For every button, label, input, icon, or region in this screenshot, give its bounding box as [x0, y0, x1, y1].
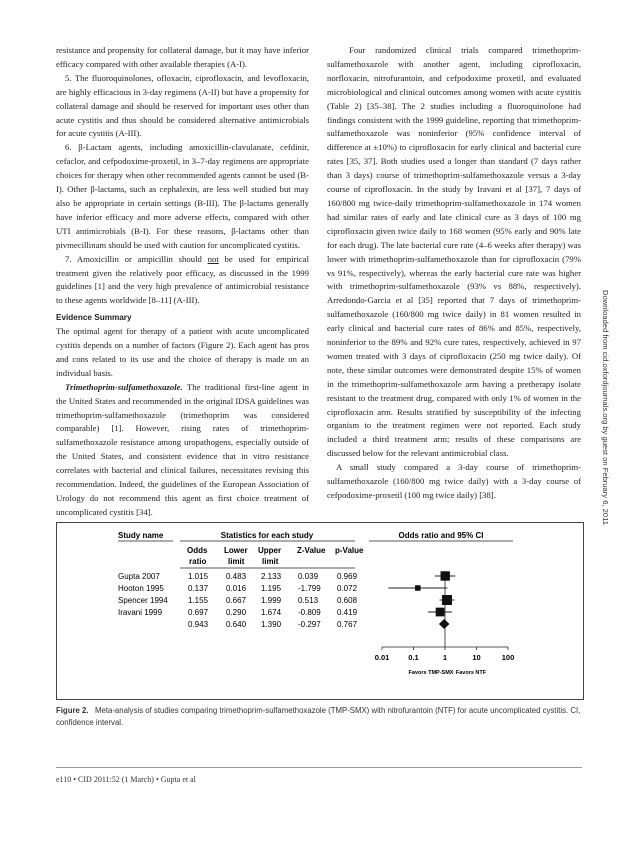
stat-value: 0.943 [188, 620, 209, 629]
stat-value: 0.072 [337, 584, 358, 593]
stat-value: -0.297 [298, 620, 321, 629]
column-header: p-Value [335, 546, 364, 555]
stat-value: 0.667 [226, 596, 247, 605]
download-watermark: Downloaded from cid.oxfordjournals.org by guest on February 6, 2011 [601, 290, 610, 525]
forest-plot [57, 523, 583, 699]
stat-value: 0.483 [226, 572, 247, 581]
column-header: Odds [187, 546, 208, 555]
caption-label: Figure 2. [56, 706, 89, 715]
stat-value: 0.969 [337, 572, 358, 581]
text-run: The traditional first-line agent in the United States and recommended in the original IDSA guidelines was trimethoprim-sulfamethoxazole (trimethoprim was considered comparable) [1]. However, rising rates of trimethoprim-sulfamethoxazole resistance among uropathogens, especially outside of the United States, and consistent evidence that in vitro resistance correlates with bacterial and clinical failures, necessitates revising this recommendation. Indeed, the guidelines of the European Association of Urology do not recommend this agent as first choice treatment of uncomplicated cystitis [34]. [56, 381, 309, 517]
stat-value: 0.419 [337, 608, 358, 617]
study-name: Spencer 1994 [118, 596, 168, 605]
study-name: Gupta 2007 [118, 572, 160, 581]
x-tick-label: 100 [501, 653, 515, 662]
stat-value: 0.290 [226, 608, 247, 617]
text-run: 7. Amoxicillin or ampicillin should [65, 253, 208, 264]
header-study-name: Study name [118, 531, 164, 540]
x-tick-label: 1 [442, 653, 448, 662]
x-tick-label: 0.1 [408, 653, 419, 662]
stat-value: 1.015 [188, 572, 209, 581]
study-marker [441, 571, 450, 580]
paragraph: A small study compared a 3-day course of trimethoprim-sulfamethoxazole (160/800 mg twice daily) with a 3-day course of cefpodoxime-proxetil (100 mg twice daily) [38]. [327, 462, 581, 500]
stat-value: 0.513 [298, 596, 319, 605]
header-odds-ratio-ci: Odds ratio and 95% CI [398, 531, 484, 540]
paragraph [56, 253, 309, 309]
page-footer: e110 • CID 2011:52 (1 March) • Gupta et al [56, 775, 196, 784]
left-column [56, 44, 309, 520]
column-header: Z-Value [297, 546, 326, 555]
right-column [327, 44, 581, 503]
stat-value: 1.390 [261, 620, 282, 629]
paragraph: Four randomized clinical trials compared trimethoprim-sulfamethoxazole with another agent, including ciprofloxacin, norfloxacin, nitrofurantoin, and cefpodoxime proxetil, and evaluated microbiological and clinical outcomes among women with acute cystitis (Table 2) [35–38]. The 2 studies including a fluoroquinolone had findings consistent with the 1999 guideline, reporting that trimethoprim-sulfamethoxazole was noninferior (95% confidence interval of difference at ±10%) to ciprofloxacin for early clinical and bacterial cure rates [35, 37]. Both studies used a longer than standard (7 days rather than 3 days) course of trimethoprim-sulfamethoxazole versus a 3-day course of ciprofloxacin. In the study by Iravani et al [37], 7 days of 160/800 mg twice-daily trimethoprim-sulfamethoxazole in 174 women had similar rates of early and late clinical cure as 3 days of 100 mg ciprofloxacin given twice daily to 168 women (95% early and 90% late for each drug). The late bacterial cure rate (4–6 weeks after therapy) was lower with trimethoprim-sulfamethoxazole than for ciprofloxacin (79% vs 91%, respectively), whereas the early bacterial cure rate was higher with trimethoprim-sulfamethoxazole (93% vs 88%, respectively). Arredondo-Garcia et al [35] reported that 7 days of trimethoprim-sulfamethoxazole (160/800 mg twice daily) in 81 women resulted in early clinical and bacterial cure rates of 86% and 85%, respectively, noninferior to the 89% and 92% cure rates, respectively, achieved in 97 women treated with 3 days of ciprofloxacin (250 mg twice daily). Of note, these similar outcomes were demonstrated despite 15% of women in the trimethoprim-sulfamethoxazole arm having a pretherapy isolate resistant to the treatment drug, compared with only 1% of women in the ciprofloxacin arm. Results stratified by susceptibility of the infecting organism to the treatment regimen were not reported. Each study included a third treatment arm; results of these comparisons are discussed below for the relevant antimicrobial class. [327, 45, 581, 459]
paragraph: resistance and propensity for collateral damage, but it may have inferior efficacy compared with other available therapies (A-I). [56, 45, 309, 69]
stat-value: 0.767 [337, 620, 358, 629]
stat-value: -1.799 [298, 584, 321, 593]
column-header: ratio [189, 557, 207, 566]
favors-left-label: Favors TMP-SMX [408, 670, 454, 676]
stat-value: 1.195 [261, 584, 282, 593]
favors-right-label: Favors NTF [455, 670, 487, 676]
study-marker [436, 608, 445, 617]
paragraph: 6. β-Lactam agents, including amoxicillin-clavulanate, cefdinir, cefaclor, and cefpodoxime-proxetil, in 3–7-day regimens are appropriate choices for therapy when other recommended agents cannot be used (B-I). Other β-lactams, such as cephalexin, are less well studied but may also be appropriate in certain settings (B-III). The β-lactams generally have inferior efficacy and more adverse effects, compared with other UTI antimicrobials (B-I). For these reasons, β-lactams other than pivmecillinam should be used with caution for uncomplicated cystitis. [56, 142, 309, 250]
text-run: be used for empirical treatment given the relatively poor efficacy, as discussed in the 1999 guidelines [1] and the very high prevalence of antimicrobial resistance to these agents worldwide [8–11] (A-III). [56, 253, 309, 306]
stat-value: 0.640 [226, 620, 247, 629]
caption-text: Meta-analysis of studies comparing trimethoprim-sulfamethoxazole (TMP-SMX) with nitrofurantoin (NTF) for acute uncomplicated cystitis. CI, confidence interval. [56, 706, 581, 727]
study-name: Iravani 1999 [118, 608, 163, 617]
column-header: Lower [224, 546, 248, 555]
stat-value: 0.016 [226, 584, 247, 593]
stat-value: 0.039 [298, 572, 319, 581]
column-header: limit [262, 557, 279, 566]
paragraph: The optimal agent for therapy of a patient with acute uncomplicated cystitis depends on a number of factors (Figure 2). Each agent has pros and cons related to its use and the choice of therapy is made on an individual basis. [56, 326, 309, 378]
column-header: Upper [258, 546, 282, 555]
stat-value: 0.697 [188, 608, 209, 617]
stat-value: 2.133 [261, 572, 282, 581]
stat-value: 1.999 [261, 596, 282, 605]
summary-diamond [439, 619, 450, 629]
x-tick-label: 10 [472, 653, 481, 662]
stat-value: 0.608 [337, 596, 358, 605]
x-tick-label: 0.01 [374, 653, 390, 662]
study-marker [415, 585, 421, 591]
stat-value: -0.809 [298, 608, 321, 617]
subheading: Trimethoprim-sulfamethoxazole. [65, 381, 183, 392]
stat-value: 1.674 [261, 608, 282, 617]
header-statistics: Statistics for each study [220, 531, 314, 540]
paragraph: 5. The fluoroquinolones, ofloxacin, ciprofloxacin, and levofloxacin, are highly efficacious in 3-day regimens (A-II) but have a propensity for collateral damage and should be reserved for important uses other than acute cystitis and thus should be considered alternative antimicrobials for acute cystitis (A-III). [56, 72, 309, 139]
study-name: Hooton 1995 [118, 584, 164, 593]
paragraph [56, 381, 309, 520]
figure-caption [56, 705, 582, 728]
footer-rule [56, 767, 582, 768]
section-heading: Evidence Summary [56, 313, 132, 323]
underlined-word: not [207, 253, 219, 264]
study-marker [442, 595, 452, 605]
stat-value: 0.137 [188, 584, 209, 593]
figure-2 [56, 522, 584, 700]
stat-value: 1.155 [188, 596, 209, 605]
column-header: limit [228, 557, 245, 566]
